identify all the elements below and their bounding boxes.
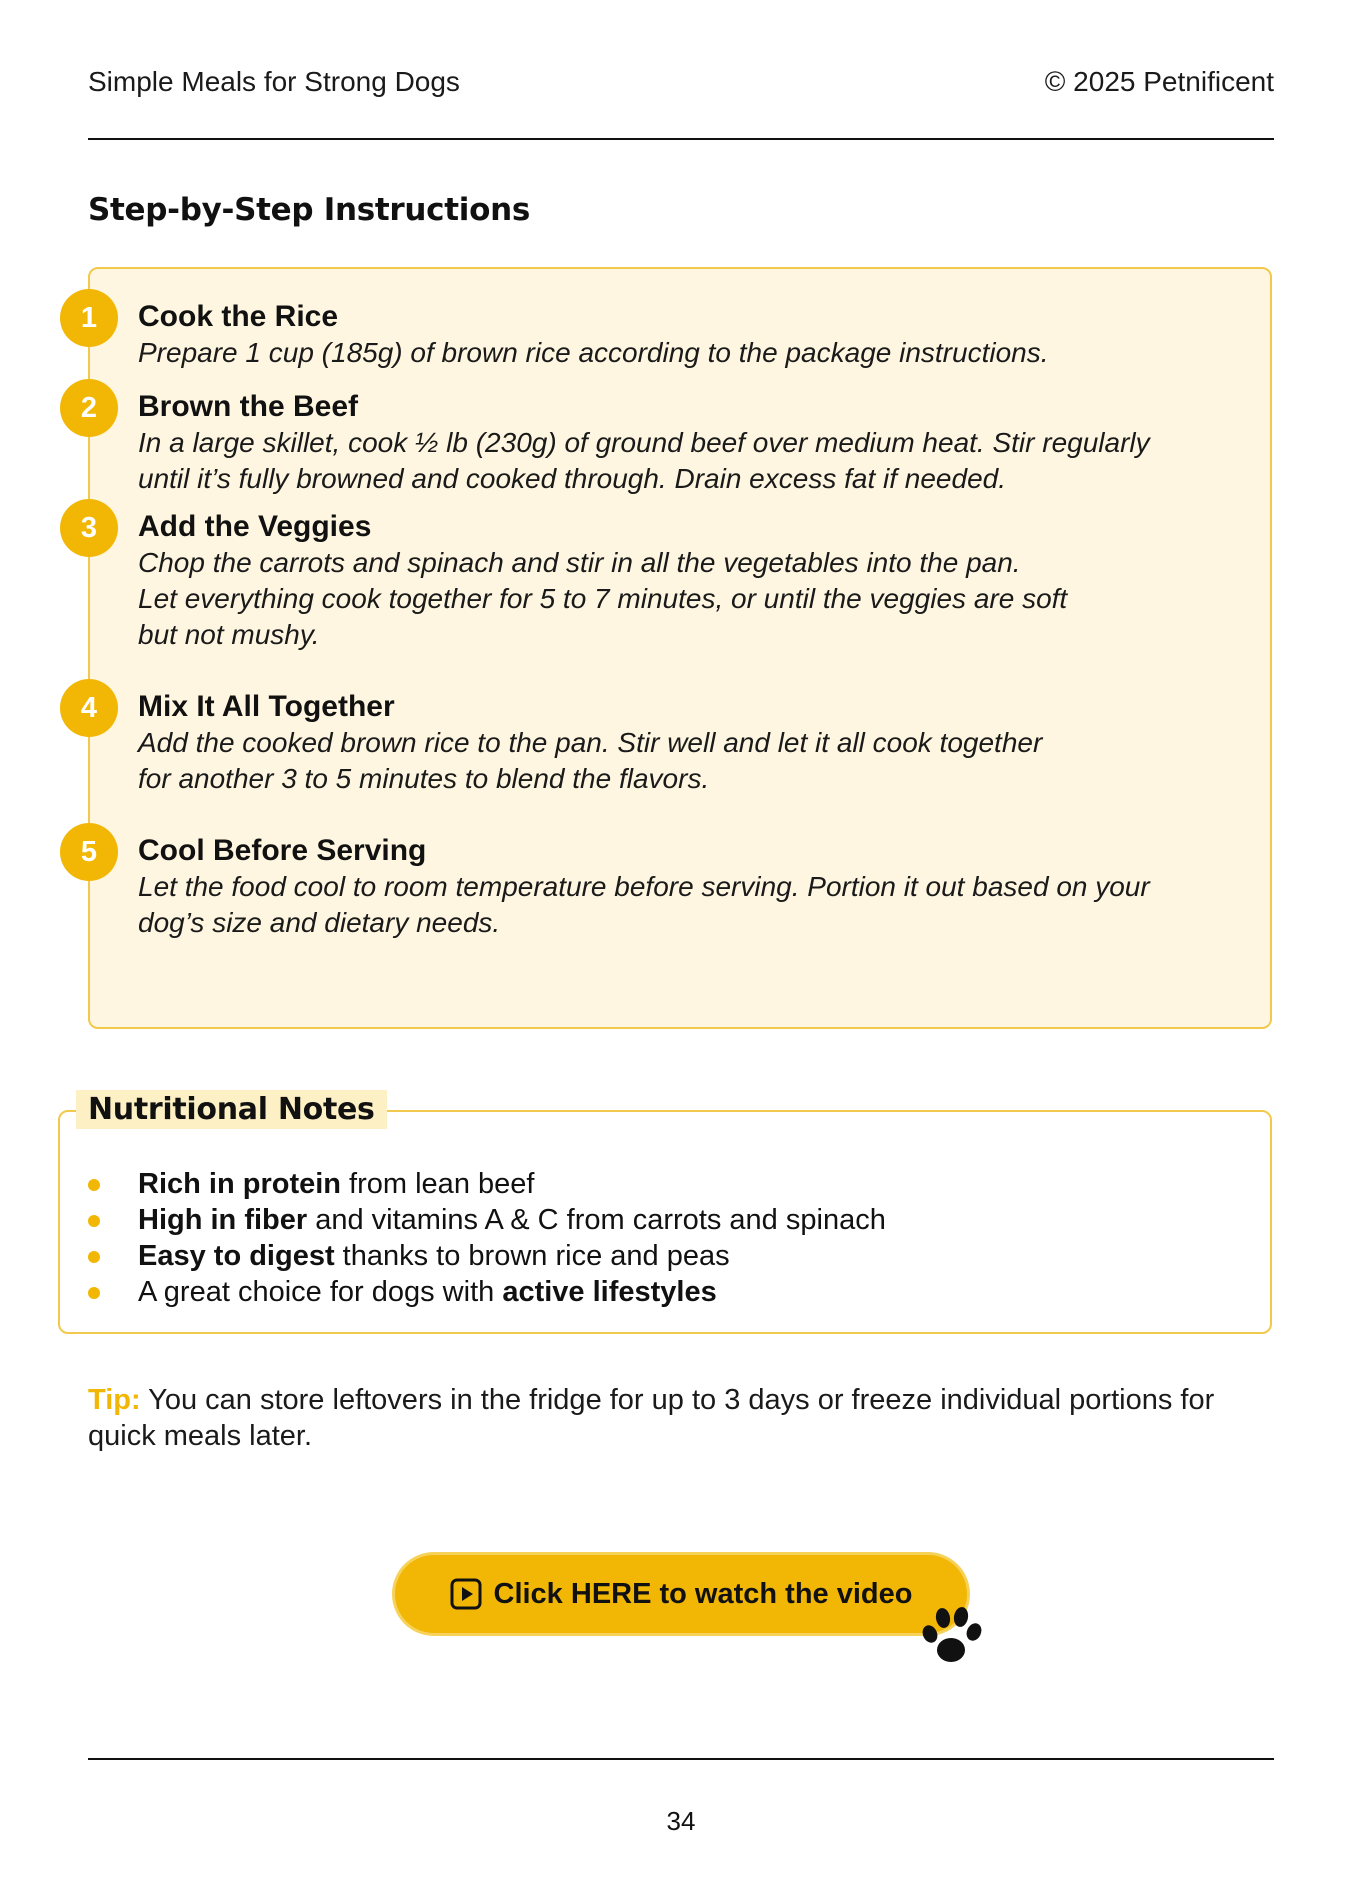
step-text-line: Let the food cool to room temperature before serving. Portion it out based on your — [138, 871, 1150, 902]
header-divider — [88, 138, 1274, 140]
watch-video-label: Click HERE to watch the video — [493, 1577, 913, 1610]
step-title: Cool Before Serving — [138, 834, 427, 867]
tip-paragraph — [88, 1382, 1218, 1454]
step-title: Brown the Beef — [138, 390, 359, 423]
tip-text: You can store leftovers in the fridge for up to 3 days or freeze individual portions for quick meals later. — [88, 1384, 1215, 1452]
bullet-dot-icon — [88, 1215, 100, 1227]
note-text: thanks to brown rice and peas — [334, 1240, 730, 1272]
copyright: © 2025 Petnificent — [1044, 66, 1274, 97]
step-number-badge: 1 — [60, 289, 118, 347]
instructions-box — [80, 267, 1272, 1029]
step-number-badge: 2 — [60, 379, 118, 437]
note-emphasis: High in fiber — [138, 1204, 308, 1236]
note-text: and vitamins A & C from carrots and spinach — [307, 1204, 886, 1236]
step-text-line: but not mushy. — [138, 619, 320, 650]
list-item — [88, 1238, 886, 1274]
step-text-line: Prepare 1 cup (185g) of brown rice according to the package instructions. — [138, 337, 1049, 368]
play-icon — [450, 1578, 482, 1610]
step-title: Mix It All Together — [138, 690, 395, 723]
note-emphasis: active lifestyles — [502, 1276, 717, 1308]
step-text-line: until it’s fully browned and cooked through. Drain excess fat if needed. — [138, 463, 1006, 494]
step-text-line: dog’s size and dietary needs. — [138, 907, 501, 938]
step-text-line: Add the cooked brown rice to the pan. Stir well and let it all cook together — [138, 727, 1043, 758]
note-emphasis: Rich in protein — [138, 1168, 341, 1200]
step-text-line: In a large skillet, cook ½ lb (230g) of ground beef over medium heat. Stir regularly — [138, 427, 1150, 458]
bullet-dot-icon — [88, 1179, 100, 1191]
step-text-line: Chop the carrots and spinach and stir in all the vegetables into the pan. — [138, 547, 1021, 578]
instructions-heading: Step-by-Step Instructions — [88, 192, 531, 228]
paw-icon — [918, 1600, 984, 1670]
bullet-dot-icon — [88, 1287, 100, 1299]
bullet-dot-icon — [88, 1251, 100, 1263]
note-emphasis: Easy to digest — [138, 1240, 335, 1272]
note-text: A great choice for dogs with — [138, 1276, 503, 1308]
page-header — [88, 62, 1274, 102]
step-number-badge: 4 — [60, 679, 118, 737]
step-text-line: for another 3 to 5 minutes to blend the flavors. — [138, 763, 710, 794]
list-item — [88, 1274, 886, 1310]
step-number-badge: 3 — [60, 499, 118, 557]
step-title: Add the Veggies — [138, 510, 372, 543]
list-item — [88, 1166, 886, 1202]
note-text: from lean beef — [341, 1168, 535, 1200]
watch-video-button[interactable] — [392, 1552, 970, 1636]
tip-label: Tip: — [88, 1384, 141, 1416]
footer-divider — [88, 1758, 1274, 1760]
step-title: Cook the Rice — [138, 300, 339, 333]
book-title: Simple Meals for Strong Dogs — [88, 66, 460, 97]
nutrition-heading: Nutritional Notes — [76, 1090, 387, 1129]
page-number: 34 — [666, 1806, 696, 1836]
nutrition-list — [88, 1166, 886, 1310]
step-number-badge: 5 — [60, 823, 118, 881]
step-text-line: Let everything cook together for 5 to 7 minutes, or until the veggies are soft — [138, 583, 1068, 614]
list-item — [88, 1202, 886, 1238]
